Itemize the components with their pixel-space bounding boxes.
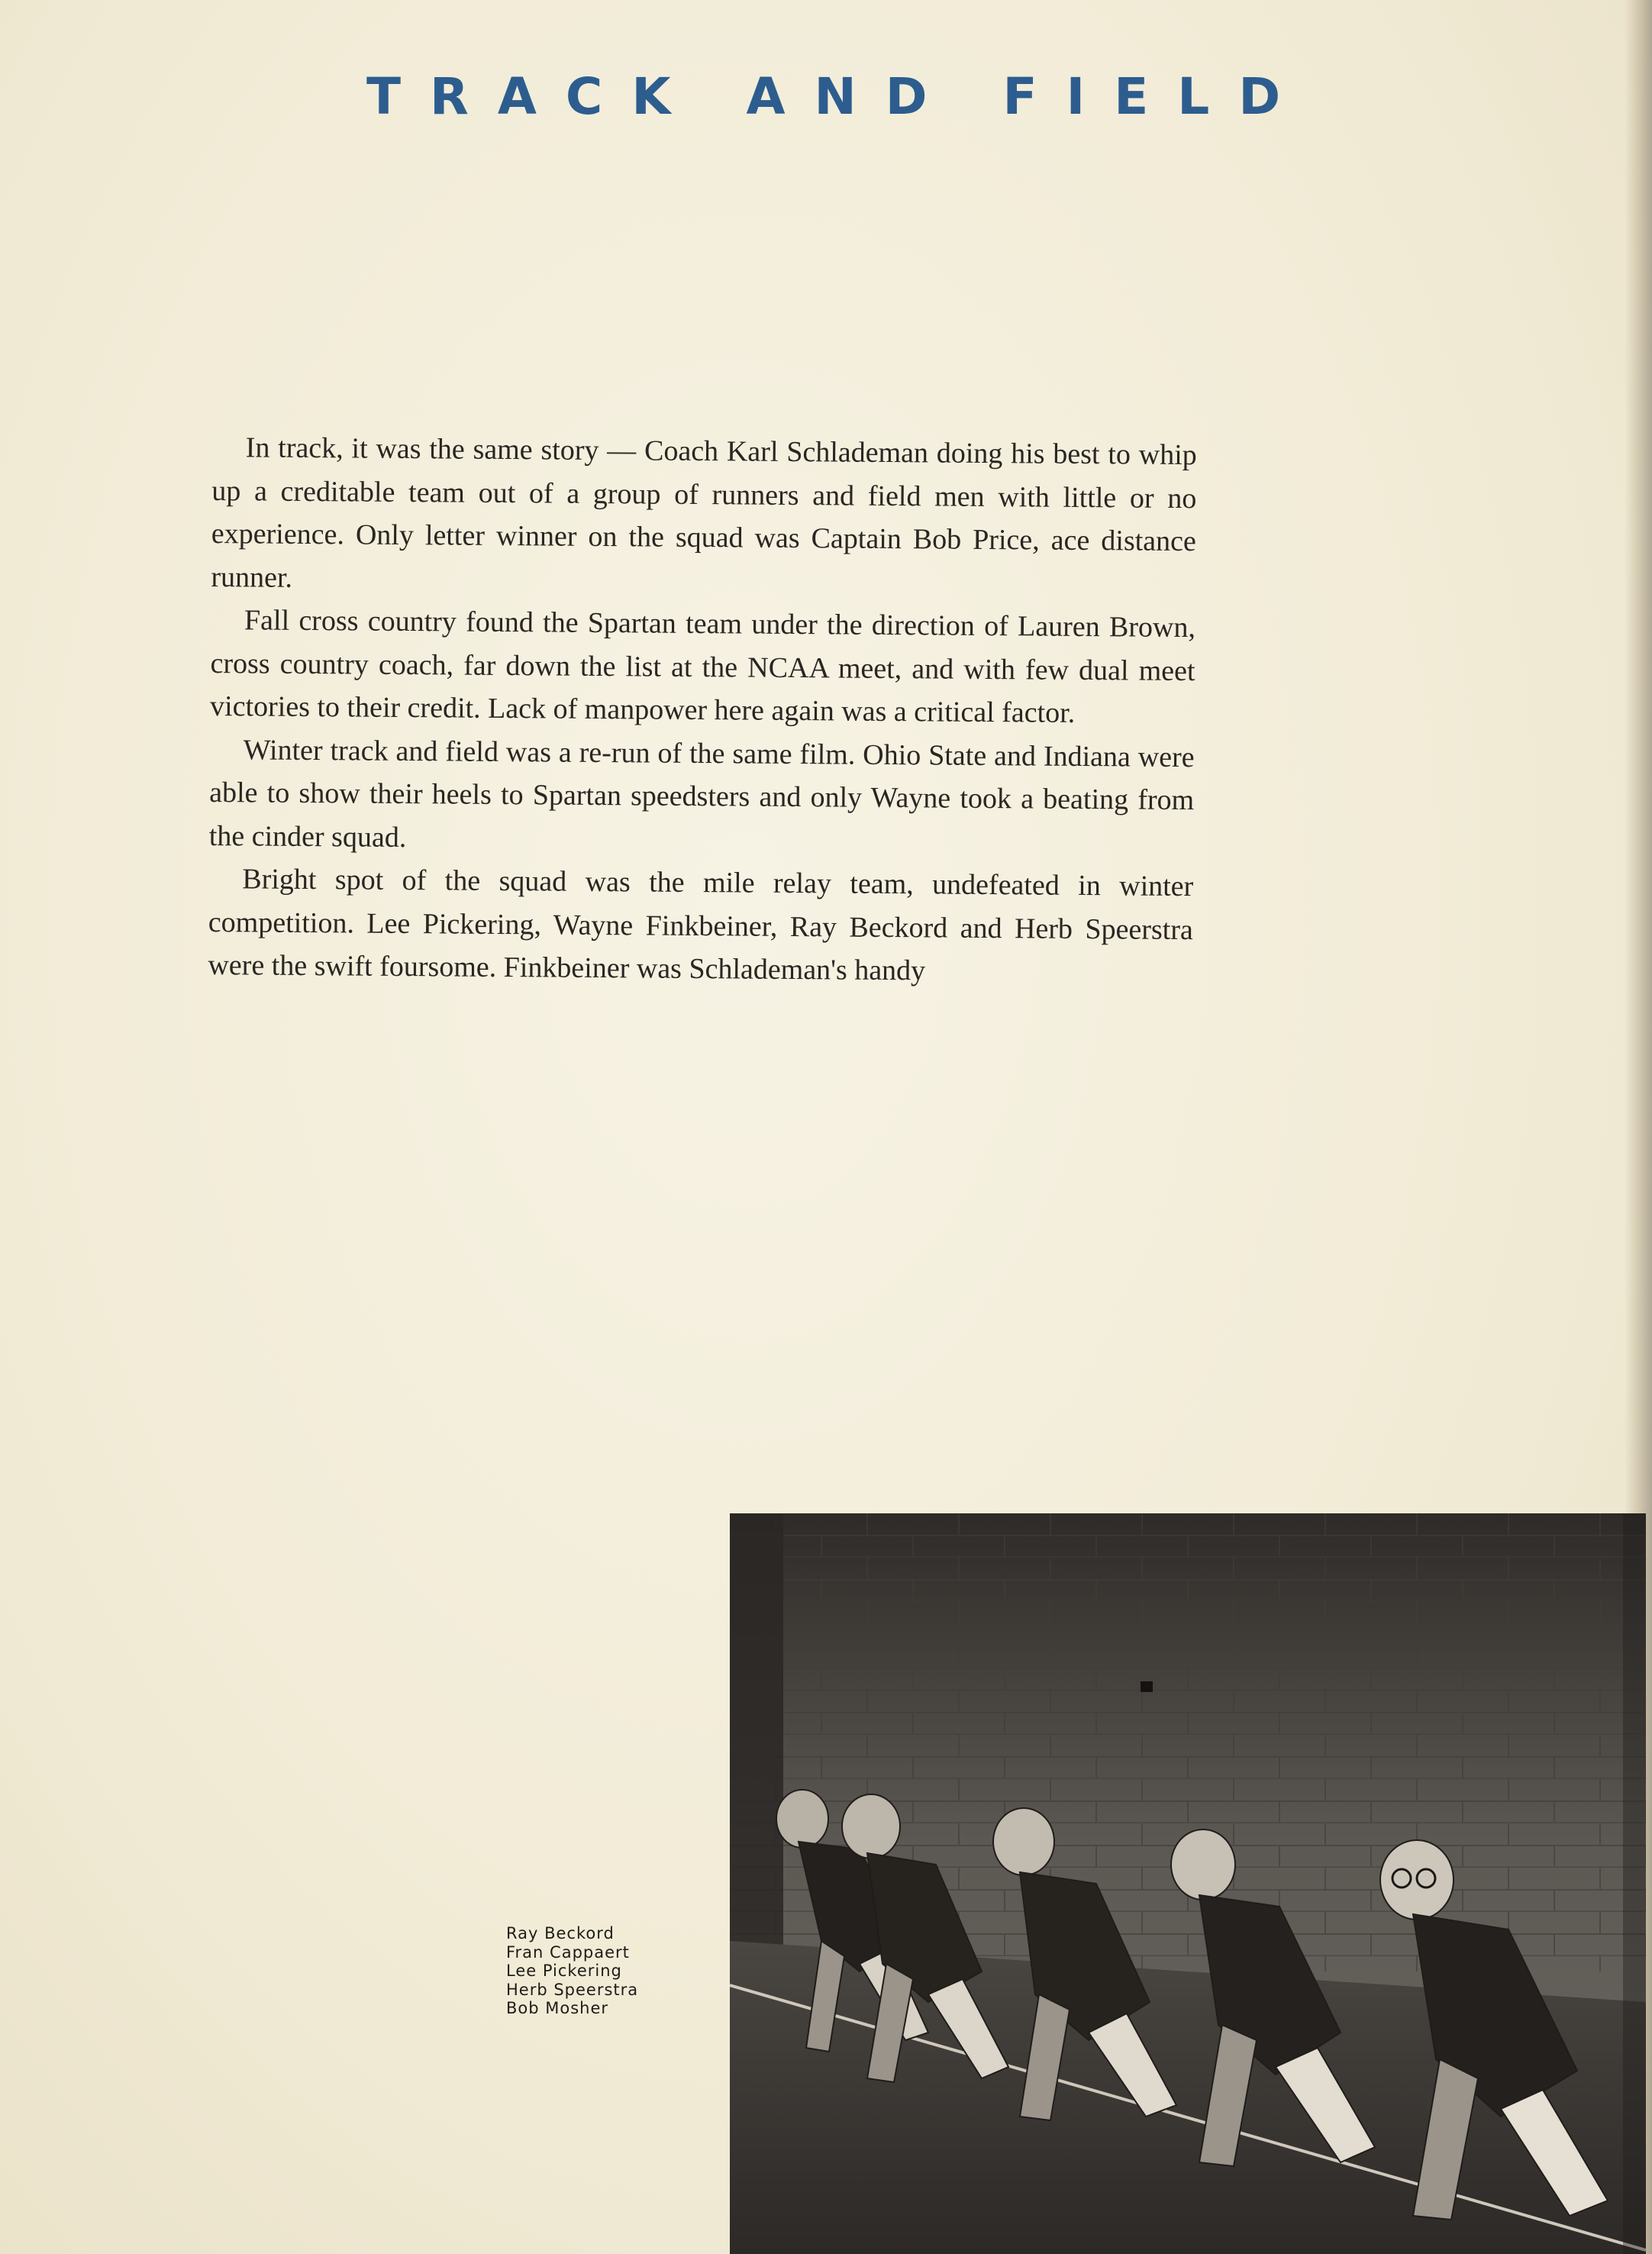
paragraph: Bright spot of the squad was the mile relay team, undefeated in winter competition. Lee Pickering, Wayne Finkbeiner, Ray Beckord and Herb Speerstra were the swift foursome. Finkbeiner was Schlademan's handy (208, 863, 1194, 987)
caption-name: Bob Mosher (506, 1999, 609, 2017)
page-title: TRACK AND FIELD (366, 67, 1310, 126)
caption-name: Fran Cappaert (506, 1942, 630, 1962)
caption-name: Herb Speerstra (506, 1980, 639, 1999)
photo-caption (506, 1924, 689, 2018)
caption-name: Ray Beckord (506, 1924, 615, 1942)
caption-name: Lee Pickering (506, 1962, 622, 1980)
article-body (208, 426, 1197, 995)
paragraph: Fall cross country found the Spartan team under the direction of Lauren Brown, cross country coach, far down the list at the NCAA meet, and with few dual meet victories to their credit. Lack of manpower here again was a critical factor. (209, 604, 1196, 729)
team-photo (730, 1513, 1646, 2254)
paragraph: Winter track and field was a re-run of the same film. Ohio State and Indiana were able to show their heels to Spartan speedsters and only Wayne took a beating from the cinder squad. (208, 733, 1195, 854)
paragraph: In track, it was the same story — Coach Karl Schlademan doing his best to whip up a creditable team out of a group of runners and field men with little or no experience. Only letter winner on the squad was Captain Bob Price, ace distance runner. (211, 431, 1197, 594)
